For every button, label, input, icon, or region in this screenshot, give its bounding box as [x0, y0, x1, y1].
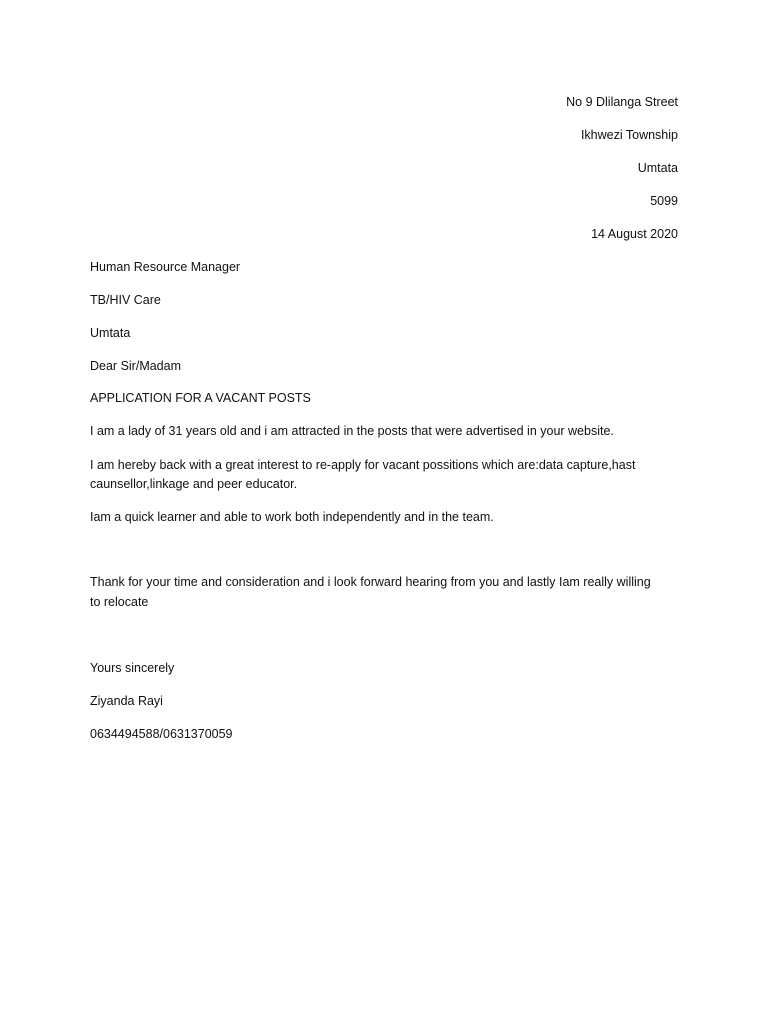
body-paragraph-2-line-2: caunsellor,linkage and peer educator.	[90, 477, 298, 491]
body-paragraph-4-line-2: to relocate	[90, 595, 149, 609]
signer-name: Ziyanda Rayi	[90, 694, 163, 708]
body-paragraph-2-line-1: I am hereby back with a great interest to re-apply for vacant possitions which are:data capture,hast	[90, 458, 636, 472]
signer-phone: 0634494588/0631370059	[90, 727, 233, 741]
letter-date: 14 August 2020	[591, 227, 678, 241]
recipient-title: Human Resource Manager	[90, 260, 241, 274]
body-paragraph-1: I am a lady of 31 years old and i am attracted in the posts that were advertised in your website.	[90, 424, 614, 438]
body-paragraph-3: Iam a quick learner and able to work both independently and in the team.	[90, 510, 494, 524]
subject-line: APPLICATION FOR A VACANT POSTS	[90, 391, 311, 405]
sender-town: Umtata	[637, 161, 678, 175]
recipient-organization: TB/HIV Care	[90, 293, 161, 307]
sign-off: Yours sincerely	[90, 661, 175, 675]
sender-postal-code: 5099	[650, 194, 678, 208]
sender-township: Ikhwezi Township	[580, 128, 678, 142]
salutation: Dear Sir/Madam	[90, 359, 181, 373]
sender-street: No 9 Dlilanga Street	[566, 95, 678, 109]
body-paragraph-4-line-1: Thank for your time and consideration and i look forward hearing from you and lastly Iam really willing	[90, 575, 651, 589]
recipient-town: Umtata	[90, 326, 131, 340]
